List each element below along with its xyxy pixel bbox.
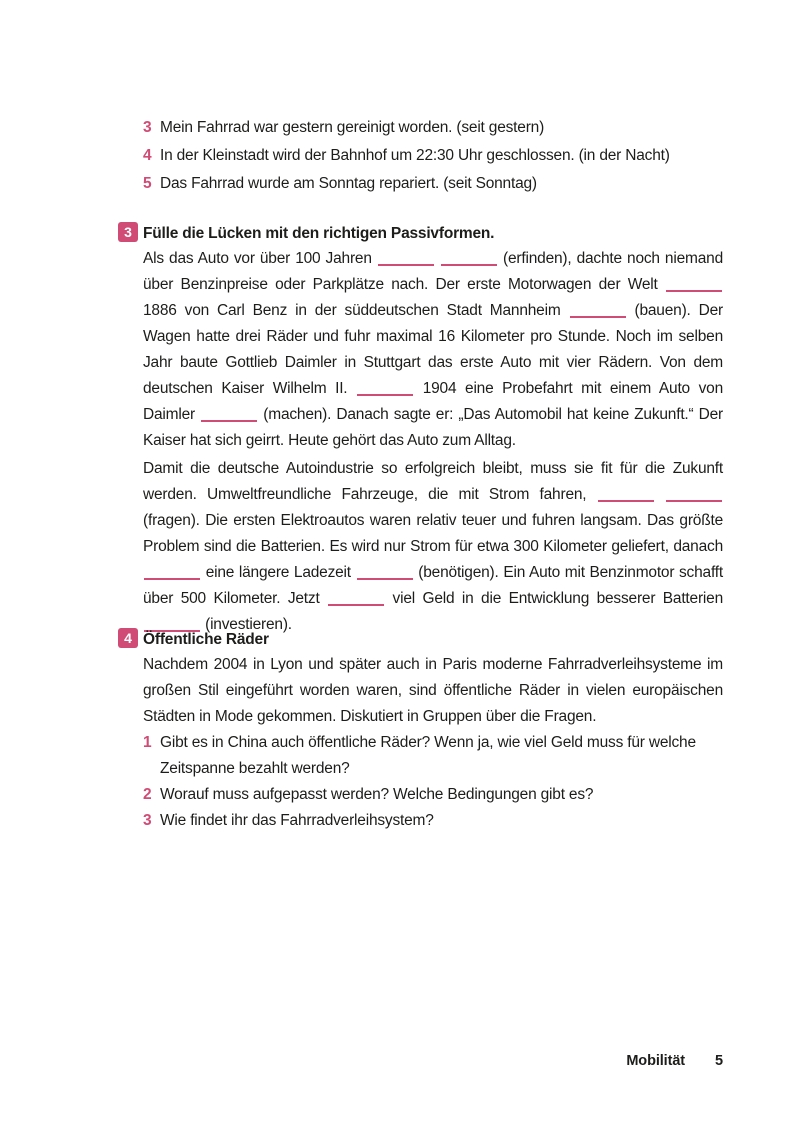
exercise-number-badge: 4 <box>118 628 138 648</box>
exercise-header <box>118 222 728 244</box>
answer-blank[interactable] <box>357 382 413 396</box>
answer-blank[interactable] <box>378 252 434 266</box>
question-number: 1 <box>143 734 152 751</box>
answer-blank[interactable] <box>666 278 722 292</box>
exercise-intro-paragraph: Nachdem 2004 in Lyon und später auch in Paris moderne Fahrradverleihsysteme im großen Stil eingeführt worden waren, sind öffentliche Räder in vielen europäischen Städten in Mode gekommen. Diskutiert in Gruppen über die Fragen. <box>143 656 723 725</box>
list-item <box>143 142 733 170</box>
answer-blank[interactable] <box>598 488 654 502</box>
answer-blank[interactable] <box>570 304 626 318</box>
question-item <box>143 782 723 808</box>
item-text: In der Kleinstadt wird der Bahnhof um 22:30 Uhr geschlossen. (in der Nacht) <box>160 147 670 164</box>
answer-blank[interactable] <box>201 408 257 422</box>
item-number: 3 <box>143 119 152 136</box>
exercise-header <box>118 628 728 650</box>
exercise-body <box>143 246 723 638</box>
exercise-title: Öffentliche Räder <box>143 631 269 648</box>
answer-blank[interactable] <box>441 252 497 266</box>
question-text: Worauf muss aufgepasst werden? Welche Bedingungen gibt es? <box>160 786 594 803</box>
list-item <box>143 170 733 198</box>
exercise3-fill-in-passive <box>118 222 728 638</box>
page-number: 5 <box>715 1053 723 1069</box>
item-text: Das Fahrrad wurde am Sonntag repariert. (seit Sonntag) <box>160 175 537 192</box>
gap-fill-paragraph: Als das Auto vor über 100 Jahren (erfinden), dachte noch niemand über Benzinpreise oder Parkplätze nach. Der erste Motorwagen der Welt 1886 von Carl Benz in der süddeutschen Stadt Mannheim (bauen). Der Wagen hatte drei Räder und fuhr maximal 16 Kilometer pro Stunde. Noch im selben Jahr baute Gottlieb Daimler in Stuttgart das erste Auto mit vier Rädern. Von dem deutschen Kaiser Wilhelm II. 1904 eine Probefahrt mit einem Auto von Daimler (machen). Danach sagte er: „Das Automobil hat keine Zukunft.“ Der Kaiser hat sich geirrt. Heute gehört das Auto zum Alltag. <box>143 250 723 449</box>
chapter-label: Mobilität <box>626 1053 686 1069</box>
answer-blank[interactable] <box>357 566 413 580</box>
exercise-number-badge: 3 <box>118 222 138 242</box>
list-item <box>143 114 733 142</box>
question-text: Gibt es in China auch öffentliche Räder? Wenn ja, wie viel Geld muss für welche Zeitspanne bezahlt werden? <box>160 734 696 777</box>
gap-fill-paragraph: Damit die deutsche Autoindustrie so erfolgreich bleibt, muss sie fit für die Zukunft werden. Umweltfreundliche Fahrzeuge, die mit Strom fahren, (fragen). Die ersten Elektroautos waren relativ teuer und fuhren langsam. Das größte Problem sind die Batterien. Es wird nur Strom für etwa 300 Kilometer geliefert, danach eine längere Ladezeit (benötigen). Ein Auto mit Benzinmotor schafft über 500 Kilometer. Jetzt viel Geld in die Entwicklung besserer Batterien (investieren). <box>143 460 724 633</box>
exercise-title: Fülle die Lücken mit den richtigen Passivformen. <box>143 225 495 242</box>
item-number: 5 <box>143 175 152 192</box>
question-number: 2 <box>143 786 152 803</box>
exercise4-public-bikes <box>118 628 728 834</box>
question-item <box>143 808 723 834</box>
exercise2-sentence-list <box>143 114 733 198</box>
question-number: 3 <box>143 812 152 829</box>
answer-blank[interactable] <box>144 566 200 580</box>
answer-blank[interactable] <box>328 592 384 606</box>
question-text: Wie findet ihr das Fahrradverleihsystem? <box>160 812 434 829</box>
page-footer <box>143 1053 723 1069</box>
exercise-body <box>143 652 723 834</box>
item-number: 4 <box>143 147 152 164</box>
answer-blank[interactable] <box>666 488 722 502</box>
item-text: Mein Fahrrad war gestern gereinigt worden. (seit gestern) <box>160 119 545 136</box>
question-item <box>143 730 723 782</box>
